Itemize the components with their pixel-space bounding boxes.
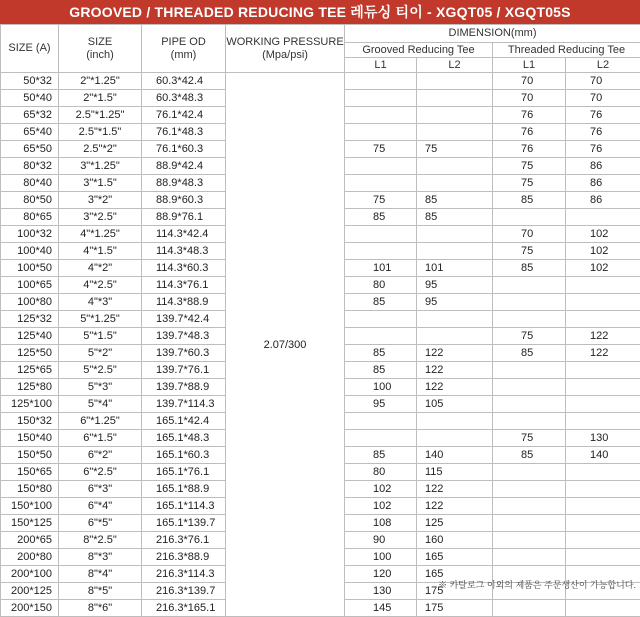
cell-threaded-l2 (566, 464, 640, 481)
cell-size-a: 80*32 (1, 158, 59, 175)
cell-grooved-l2: 165 (417, 566, 493, 583)
cell-threaded-l2: 70 (566, 90, 640, 107)
cell-size-a: 200*80 (1, 549, 59, 566)
header-grooved-l2: L2 (417, 58, 493, 73)
cell-grooved-l1: 120 (345, 566, 417, 583)
cell-threaded-l2: 130 (566, 430, 640, 447)
cell-threaded-l1 (493, 379, 566, 396)
cell-pipe-od: 76.1*60.3 (142, 141, 226, 158)
cell-size-a: 65*40 (1, 124, 59, 141)
cell-threaded-l1 (493, 362, 566, 379)
cell-threaded-l1: 85 (493, 345, 566, 362)
cell-grooved-l2: 122 (417, 362, 493, 379)
cell-grooved-l2: 101 (417, 260, 493, 277)
cell-threaded-l2 (566, 549, 640, 566)
cell-threaded-l2 (566, 362, 640, 379)
cell-pipe-od: 60.3*42.4 (142, 73, 226, 90)
cell-size-a: 80*65 (1, 209, 59, 226)
cell-size-a: 125*50 (1, 345, 59, 362)
cell-size-inch: 8"*6" (59, 600, 142, 617)
header-size-inch: SIZE (inch) (59, 25, 142, 73)
cell-size-a: 150*65 (1, 464, 59, 481)
cell-threaded-l1: 70 (493, 73, 566, 90)
cell-size-inch: 2.5"*1.25" (59, 107, 142, 124)
cell-grooved-l2: 75 (417, 141, 493, 158)
cell-size-a: 65*50 (1, 141, 59, 158)
cell-size-a: 100*40 (1, 243, 59, 260)
cell-pipe-od: 139.7*76.1 (142, 362, 226, 379)
cell-grooved-l1: 145 (345, 600, 417, 617)
cell-threaded-l1 (493, 498, 566, 515)
cell-grooved-l2: 95 (417, 277, 493, 294)
cell-grooved-l1: 102 (345, 498, 417, 515)
cell-threaded-l2: 76 (566, 124, 640, 141)
cell-size-inch: 6"*1.5" (59, 430, 142, 447)
cell-size-inch: 3"*1.25" (59, 158, 142, 175)
cell-size-inch: 3"*1.5" (59, 175, 142, 192)
cell-size-inch: 4"*2" (59, 260, 142, 277)
cell-threaded-l1: 70 (493, 226, 566, 243)
cell-threaded-l1 (493, 413, 566, 430)
cell-pipe-od: 114.3*42.4 (142, 226, 226, 243)
cell-threaded-l2 (566, 277, 640, 294)
cell-threaded-l1 (493, 294, 566, 311)
cell-grooved-l1: 100 (345, 549, 417, 566)
cell-threaded-l2 (566, 396, 640, 413)
cell-threaded-l2: 102 (566, 260, 640, 277)
cell-grooved-l2 (417, 413, 493, 430)
cell-pipe-od: 88.9*48.3 (142, 175, 226, 192)
cell-threaded-l1: 75 (493, 328, 566, 345)
cell-grooved-l2: 85 (417, 192, 493, 209)
cell-size-inch: 5"*1.25" (59, 311, 142, 328)
cell-grooved-l1 (345, 311, 417, 328)
cell-threaded-l1 (493, 464, 566, 481)
cell-pipe-od: 139.7*42.4 (142, 311, 226, 328)
cell-pipe-od: 76.1*42.4 (142, 107, 226, 124)
cell-size-a: 50*40 (1, 90, 59, 107)
cell-grooved-l1 (345, 124, 417, 141)
cell-threaded-l1 (493, 311, 566, 328)
cell-threaded-l2 (566, 311, 640, 328)
cell-pipe-od: 88.9*60.3 (142, 192, 226, 209)
cell-threaded-l2 (566, 379, 640, 396)
cell-threaded-l1 (493, 532, 566, 549)
cell-size-a: 150*50 (1, 447, 59, 464)
cell-grooved-l2 (417, 175, 493, 192)
cell-threaded-l2: 122 (566, 345, 640, 362)
cell-grooved-l1 (345, 328, 417, 345)
cell-size-a: 200*150 (1, 600, 59, 617)
header-threaded-l1: L1 (493, 58, 566, 73)
cell-threaded-l1 (493, 600, 566, 617)
cell-grooved-l2 (417, 107, 493, 124)
cell-threaded-l1 (493, 277, 566, 294)
cell-threaded-l2 (566, 481, 640, 498)
cell-grooved-l2: 105 (417, 396, 493, 413)
cell-grooved-l1 (345, 243, 417, 260)
cell-grooved-l1: 130 (345, 583, 417, 600)
cell-grooved-l2: 165 (417, 549, 493, 566)
cell-pipe-od: 216.3*139.7 (142, 583, 226, 600)
cell-size-inch: 8"*5" (59, 583, 142, 600)
cell-size-inch: 5"*4" (59, 396, 142, 413)
cell-threaded-l2: 102 (566, 226, 640, 243)
cell-grooved-l1 (345, 158, 417, 175)
cell-grooved-l1 (345, 430, 417, 447)
cell-size-a: 200*65 (1, 532, 59, 549)
cell-threaded-l1: 76 (493, 141, 566, 158)
cell-size-a: 50*32 (1, 73, 59, 90)
cell-pipe-od: 114.3*76.1 (142, 277, 226, 294)
cell-threaded-l2 (566, 294, 640, 311)
cell-size-a: 125*100 (1, 396, 59, 413)
cell-grooved-l2 (417, 124, 493, 141)
cell-grooved-l2 (417, 311, 493, 328)
cell-grooved-l2 (417, 243, 493, 260)
cell-size-inch: 3"*2" (59, 192, 142, 209)
cell-size-inch: 3"*2.5" (59, 209, 142, 226)
cell-size-inch: 4"*1.5" (59, 243, 142, 260)
cell-threaded-l1: 75 (493, 430, 566, 447)
cell-threaded-l1 (493, 515, 566, 532)
cell-grooved-l2: 122 (417, 498, 493, 515)
cell-grooved-l2: 122 (417, 345, 493, 362)
cell-threaded-l2 (566, 498, 640, 515)
cell-pipe-od: 139.7*114.3 (142, 396, 226, 413)
cell-size-inch: 6"*3" (59, 481, 142, 498)
cell-size-a: 100*50 (1, 260, 59, 277)
cell-threaded-l2 (566, 413, 640, 430)
cell-threaded-l1 (493, 209, 566, 226)
cell-threaded-l2: 86 (566, 192, 640, 209)
cell-size-inch: 6"*4" (59, 498, 142, 515)
cell-threaded-l2 (566, 600, 640, 617)
cell-grooved-l2: 175 (417, 600, 493, 617)
cell-size-a: 150*32 (1, 413, 59, 430)
cell-grooved-l1: 101 (345, 260, 417, 277)
cell-working-pressure: 2.07/300 (226, 73, 345, 617)
cell-size-inch: 8"*4" (59, 566, 142, 583)
cell-threaded-l1 (493, 549, 566, 566)
cell-grooved-l2: 122 (417, 379, 493, 396)
cell-size-inch: 6"*5" (59, 515, 142, 532)
cell-threaded-l1: 76 (493, 124, 566, 141)
cell-size-a: 125*40 (1, 328, 59, 345)
cell-threaded-l1 (493, 396, 566, 413)
header-dimension: DIMENSION(mm) (345, 25, 640, 43)
cell-threaded-l2: 140 (566, 447, 640, 464)
cell-threaded-l1: 85 (493, 192, 566, 209)
cell-pipe-od: 165.1*76.1 (142, 464, 226, 481)
table-row (1, 73, 640, 90)
cell-size-inch: 5"*2.5" (59, 362, 142, 379)
cell-size-a: 125*65 (1, 362, 59, 379)
cell-pipe-od: 165.1*139.7 (142, 515, 226, 532)
cell-threaded-l1: 85 (493, 260, 566, 277)
cell-grooved-l1: 85 (345, 294, 417, 311)
cell-pipe-od: 216.3*165.1 (142, 600, 226, 617)
cell-threaded-l1: 75 (493, 158, 566, 175)
cell-size-inch: 5"*3" (59, 379, 142, 396)
cell-size-a: 100*80 (1, 294, 59, 311)
cell-grooved-l1: 80 (345, 464, 417, 481)
cell-size-inch: 5"*2" (59, 345, 142, 362)
header-working-pressure: WORKING PRESSURE (Mpa/psi) (226, 25, 345, 73)
cell-threaded-l1: 75 (493, 175, 566, 192)
cell-threaded-l2: 86 (566, 175, 640, 192)
cell-size-inch: 2"*1.5" (59, 90, 142, 107)
cell-pipe-od: 60.3*48.3 (142, 90, 226, 107)
cell-threaded-l2: 122 (566, 328, 640, 345)
cell-pipe-od: 139.7*60.3 (142, 345, 226, 362)
footnote: ※ 카탈로그 이외의 제품은 주문생산이 가능합니다. (0, 578, 636, 591)
cell-pipe-od: 76.1*48.3 (142, 124, 226, 141)
cell-grooved-l2: 125 (417, 515, 493, 532)
cell-pipe-od: 88.9*42.4 (142, 158, 226, 175)
cell-size-a: 150*40 (1, 430, 59, 447)
cell-size-inch: 2"*1.25" (59, 73, 142, 90)
spec-table (0, 24, 640, 617)
cell-size-inch: 4"*1.25" (59, 226, 142, 243)
cell-threaded-l2: 70 (566, 73, 640, 90)
cell-grooved-l1: 102 (345, 481, 417, 498)
cell-size-inch: 8"*2.5" (59, 532, 142, 549)
cell-grooved-l2: 160 (417, 532, 493, 549)
header-pipe-od: PIPE OD (mm) (142, 25, 226, 73)
header-threaded: Threaded Reducing Tee (493, 43, 640, 58)
cell-size-a: 65*32 (1, 107, 59, 124)
cell-grooved-l2: 175 (417, 583, 493, 600)
header-grooved-l1: L1 (345, 58, 417, 73)
cell-grooved-l2 (417, 158, 493, 175)
cell-size-inch: 5"*1.5" (59, 328, 142, 345)
cell-threaded-l2: 76 (566, 107, 640, 124)
cell-grooved-l2 (417, 328, 493, 345)
cell-size-inch: 8"*3" (59, 549, 142, 566)
cell-pipe-od: 165.1*42.4 (142, 413, 226, 430)
cell-grooved-l2 (417, 226, 493, 243)
cell-grooved-l2 (417, 73, 493, 90)
cell-size-a: 150*100 (1, 498, 59, 515)
table-body (1, 73, 640, 617)
cell-size-inch: 6"*2" (59, 447, 142, 464)
cell-grooved-l1: 85 (345, 447, 417, 464)
cell-grooved-l1: 85 (345, 345, 417, 362)
cell-grooved-l2: 115 (417, 464, 493, 481)
cell-pipe-od: 114.3*48.3 (142, 243, 226, 260)
cell-grooved-l1: 90 (345, 532, 417, 549)
table-title: GROOVED / THREADED REDUCING TEE 레듀싱 티이 - XGQT05 / XGQT05S (0, 0, 640, 24)
cell-grooved-l1: 75 (345, 141, 417, 158)
cell-grooved-l1 (345, 107, 417, 124)
cell-grooved-l1: 85 (345, 362, 417, 379)
cell-size-a: 80*40 (1, 175, 59, 192)
cell-size-a: 150*80 (1, 481, 59, 498)
cell-size-inch: 4"*3" (59, 294, 142, 311)
cell-pipe-od: 114.3*88.9 (142, 294, 226, 311)
cell-threaded-l2 (566, 532, 640, 549)
cell-pipe-od: 165.1*114.3 (142, 498, 226, 515)
cell-grooved-l1 (345, 90, 417, 107)
cell-grooved-l1: 108 (345, 515, 417, 532)
cell-threaded-l2: 102 (566, 243, 640, 260)
cell-threaded-l1: 85 (493, 447, 566, 464)
cell-pipe-od: 165.1*88.9 (142, 481, 226, 498)
cell-pipe-od: 139.7*88.9 (142, 379, 226, 396)
cell-threaded-l1: 70 (493, 90, 566, 107)
cell-pipe-od: 139.7*48.3 (142, 328, 226, 345)
cell-size-inch: 4"*2.5" (59, 277, 142, 294)
cell-pipe-od: 216.3*76.1 (142, 532, 226, 549)
cell-grooved-l2: 122 (417, 481, 493, 498)
cell-size-a: 100*32 (1, 226, 59, 243)
cell-size-a: 200*100 (1, 566, 59, 583)
cell-grooved-l1: 75 (345, 192, 417, 209)
cell-grooved-l1: 85 (345, 209, 417, 226)
cell-size-inch: 6"*1.25" (59, 413, 142, 430)
cell-pipe-od: 114.3*60.3 (142, 260, 226, 277)
cell-size-a: 80*50 (1, 192, 59, 209)
cell-size-inch: 2.5"*2" (59, 141, 142, 158)
header-grooved: Grooved Reducing Tee (345, 43, 493, 58)
header-threaded-l2: L2 (566, 58, 640, 73)
cell-pipe-od: 216.3*114.3 (142, 566, 226, 583)
cell-size-a: 200*125 (1, 583, 59, 600)
cell-threaded-l2 (566, 209, 640, 226)
cell-grooved-l1: 80 (345, 277, 417, 294)
cell-threaded-l1 (493, 481, 566, 498)
cell-size-a: 150*125 (1, 515, 59, 532)
cell-pipe-od: 216.3*88.9 (142, 549, 226, 566)
cell-grooved-l2: 140 (417, 447, 493, 464)
cell-threaded-l2 (566, 515, 640, 532)
cell-pipe-od: 165.1*60.3 (142, 447, 226, 464)
cell-pipe-od: 165.1*48.3 (142, 430, 226, 447)
cell-size-inch: 2.5"*1.5" (59, 124, 142, 141)
cell-threaded-l1: 76 (493, 107, 566, 124)
cell-size-a: 100*65 (1, 277, 59, 294)
cell-threaded-l2: 86 (566, 158, 640, 175)
cell-threaded-l2: 76 (566, 141, 640, 158)
cell-grooved-l2: 85 (417, 209, 493, 226)
cell-grooved-l1 (345, 73, 417, 90)
cell-size-a: 125*32 (1, 311, 59, 328)
cell-threaded-l1: 75 (493, 243, 566, 260)
cell-grooved-l2 (417, 90, 493, 107)
cell-grooved-l1: 95 (345, 396, 417, 413)
cell-grooved-l1: 100 (345, 379, 417, 396)
header-size-a: SIZE (A) (1, 25, 59, 73)
cell-grooved-l1 (345, 175, 417, 192)
cell-pipe-od: 88.9*76.1 (142, 209, 226, 226)
cell-grooved-l2 (417, 430, 493, 447)
cell-size-inch: 6"*2.5" (59, 464, 142, 481)
cell-size-a: 125*80 (1, 379, 59, 396)
cell-grooved-l1 (345, 226, 417, 243)
cell-grooved-l1 (345, 413, 417, 430)
cell-grooved-l2: 95 (417, 294, 493, 311)
